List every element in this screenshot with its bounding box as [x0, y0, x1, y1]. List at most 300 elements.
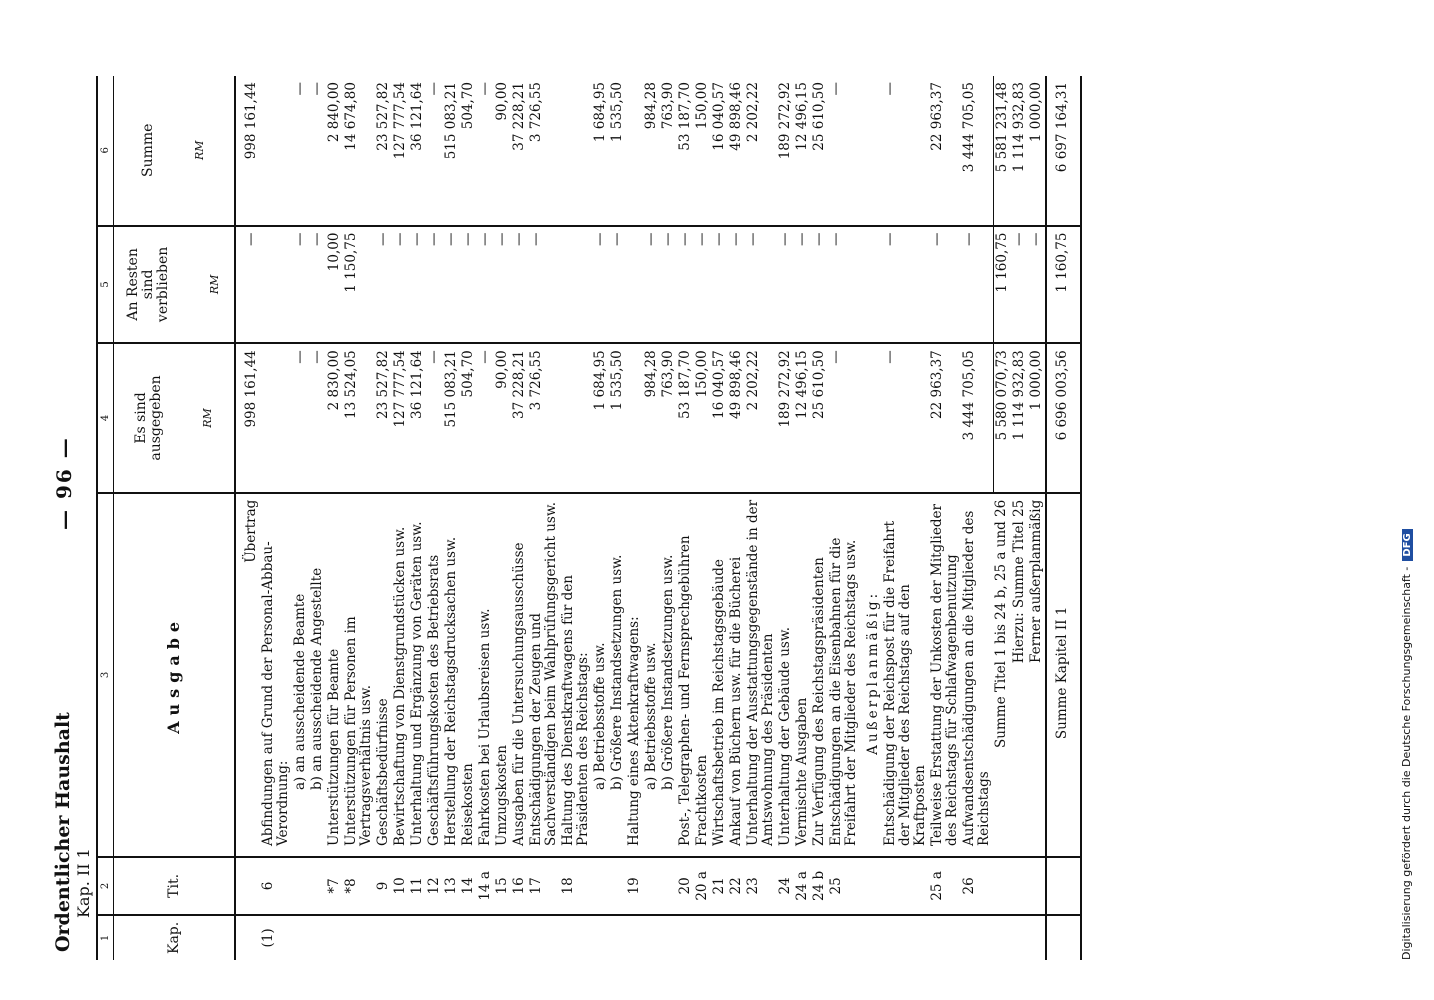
description-cell [326, 493, 343, 857]
sum-reste: — [1011, 226, 1028, 344]
reste-cell: — [643, 226, 660, 344]
description-text: Umzugskosten [494, 745, 510, 846]
description-cell [660, 493, 677, 857]
sum-summe: 1 000,00 [1028, 76, 1046, 226]
reste-cell: — [828, 226, 860, 344]
summe-cell: 25 610,50 [811, 76, 828, 226]
table-row [326, 76, 343, 960]
table-row [860, 76, 882, 960]
description-cell [309, 493, 326, 857]
kap-cell [860, 915, 882, 960]
dfg-logo: DFG [1402, 529, 1413, 560]
total-summe: 6 697 164,31 [1046, 76, 1081, 226]
kap-cell [777, 915, 794, 960]
summe-cell [860, 76, 882, 226]
header-ausgegeben [114, 343, 236, 493]
col-num-1: 1 [97, 915, 114, 960]
tit-cell [882, 857, 929, 915]
description-text: Entschädigung der Reichspost für die Freifahrt der Mitglieder des Reichstags auf den Kraftposten [882, 521, 928, 846]
col-num-5: 5 [97, 226, 114, 344]
table-row [260, 76, 292, 960]
tit-cell [993, 857, 1011, 915]
table-row [494, 76, 511, 960]
reste-cell: — [375, 226, 392, 344]
summe-cell: 515 083,21 [443, 76, 460, 226]
summe-cell: 127 777,54 [392, 76, 409, 226]
description-cell [235, 493, 260, 857]
kap-cell [409, 915, 426, 960]
kap-cell [794, 915, 811, 960]
reste-cell: — [745, 226, 777, 344]
kap-cell [961, 915, 993, 960]
table-row [745, 76, 777, 960]
summe-cell: — [309, 76, 326, 226]
ausgegeben-cell: 49 898,46 [728, 343, 745, 493]
ausgegeben-cell: 36 121,64 [409, 343, 426, 493]
reste-cell: — [443, 226, 460, 344]
table-row [560, 76, 592, 960]
reste-cell: — [929, 226, 961, 344]
reste-cell: — [292, 226, 309, 344]
table-row [375, 76, 392, 960]
tit-cell: *8 [343, 857, 375, 915]
summe-cell: 984,28 [643, 76, 660, 226]
reste-cell: — [392, 226, 409, 344]
tit-cell: 22 [728, 857, 745, 915]
total-ausgegeben: 6 696 003,56 [1046, 343, 1081, 493]
description-cell [777, 493, 794, 857]
description-cell [929, 493, 961, 857]
column-header-row [114, 76, 236, 960]
tit-cell: 19 [626, 857, 643, 915]
summe-cell: 36 121,64 [409, 76, 426, 226]
description-text: b) Größere Instandsetzungen usw. [609, 554, 625, 790]
ausgegeben-cell: 12 496,15 [794, 343, 811, 493]
kap-cell [993, 915, 1011, 960]
tit-cell [1046, 857, 1081, 915]
header-summe [114, 76, 236, 226]
reste-cell: 1 150,75 [343, 226, 375, 344]
description-text: a) Betriebsstoffe usw. [643, 642, 659, 790]
tit-cell: 12 [426, 857, 443, 915]
sum-description: Ferner außerplanmäßig [1028, 493, 1046, 857]
tit-cell [309, 857, 326, 915]
tit-cell: 24 [777, 857, 794, 915]
kap-cell [235, 915, 260, 960]
ausgegeben-cell [626, 343, 643, 493]
ausgegeben-cell: 23 527,82 [375, 343, 392, 493]
reste-cell [560, 226, 592, 344]
tit-cell [643, 857, 660, 915]
sum-row [993, 76, 1011, 960]
summe-cell: 1 535,50 [609, 76, 626, 226]
description-text: Bewirtschaftung von Dienstgrundstücken usw. [392, 526, 408, 846]
kap-cell [592, 915, 609, 960]
sum-ausgegeben: 5 580 070,73 [993, 343, 1011, 493]
description-text: Vermischte Ausgaben [794, 697, 810, 846]
description-text: Außerplanmäßig: [865, 590, 881, 755]
sum-description: Hierzu: Summe Titel 25 [1011, 493, 1028, 857]
summe-cell: 2 202,22 [745, 76, 777, 226]
description-cell [643, 493, 660, 857]
table-row [511, 76, 528, 960]
ausgegeben-cell: 1 535,50 [609, 343, 626, 493]
sum-reste: 1 160,75 [993, 226, 1011, 344]
table-row [961, 76, 993, 960]
description-cell [460, 493, 477, 857]
description-cell [528, 493, 560, 857]
description-cell [375, 493, 392, 857]
tit-cell [292, 857, 309, 915]
col-num-3: 3 [97, 493, 114, 857]
tit-cell: 6 [260, 857, 292, 915]
description-text: Unterstützungen für Personen im Vertragsverhältnis usw. [343, 616, 374, 846]
summe-cell: 16 040,57 [711, 76, 728, 226]
ausgegeben-cell: 998 161,44 [235, 343, 260, 493]
reste-cell: — [777, 226, 794, 344]
ausgegeben-cell: 90,00 [494, 343, 511, 493]
tit-cell: 21 [711, 857, 728, 915]
header-reste-label: An Resten sind verblieben [125, 246, 171, 323]
table-row [626, 76, 643, 960]
ausgegeben-cell: 22 963,37 [929, 343, 961, 493]
kap-cell [660, 915, 677, 960]
description-text: Haltung des Dienstkraftwagens für den Präsidenten des Reichstags: [560, 575, 591, 846]
summe-cell [560, 76, 592, 226]
kap-cell [711, 915, 728, 960]
header-ausgabe-label: Ausgabe [163, 615, 183, 734]
description-cell [677, 493, 694, 857]
description-cell [745, 493, 777, 857]
summe-cell: — [292, 76, 309, 226]
reste-cell: — [235, 226, 260, 344]
description-cell [711, 493, 728, 857]
description-text: b) an ausscheidende Angestellte [309, 567, 325, 790]
summe-cell: 1 684,95 [592, 76, 609, 226]
kap-cell [343, 915, 375, 960]
tit-cell: *7 [326, 857, 343, 915]
summe-cell [626, 76, 643, 226]
table-row [777, 76, 794, 960]
description-cell [860, 493, 882, 857]
description-text: Abfindungen auf Grund der Personal-Abbau-Verordnung: [260, 541, 291, 846]
kap-cell [677, 915, 694, 960]
kap-cell [694, 915, 711, 960]
description-cell [260, 493, 292, 857]
header-sub: Kap. II 1 [74, 848, 93, 918]
reste-cell [860, 226, 882, 344]
header-summe-label: Summe [140, 123, 156, 177]
reste-cell: — [794, 226, 811, 344]
description-cell [511, 493, 528, 857]
description-cell [961, 493, 993, 857]
kap-cell [1046, 915, 1081, 960]
description-text: Haltung eines Aktenkraftwagens: [626, 616, 642, 846]
summe-cell: 53 187,70 [677, 76, 694, 226]
kap-cell: (1) [260, 928, 276, 948]
reste-cell: — [494, 226, 511, 344]
tit-cell: 25 a [929, 857, 961, 915]
reste-cell: — [711, 226, 728, 344]
kap-cell [511, 915, 528, 960]
header-ausgabe [114, 493, 236, 857]
table-row [309, 76, 326, 960]
kap-cell [828, 915, 860, 960]
reste-cell: — [811, 226, 828, 344]
kap-cell [375, 915, 392, 960]
tit-cell: 10 [392, 857, 409, 915]
summe-cell: 3 726,55 [528, 76, 560, 226]
total-row [1046, 76, 1081, 960]
table-row [929, 76, 961, 960]
reste-cell [260, 226, 292, 344]
description-cell [392, 493, 409, 857]
table-row [677, 76, 694, 960]
summe-cell: 2 840,00 [326, 76, 343, 226]
ausgegeben-cell: 189 272,92 [777, 343, 794, 493]
kap-cell [1028, 915, 1046, 960]
table-row [694, 76, 711, 960]
description-cell [694, 493, 711, 857]
currency-label: RM [200, 408, 214, 428]
table-row [794, 76, 811, 960]
summe-cell: 14 674,80 [343, 76, 375, 226]
table-row [828, 76, 860, 960]
header-tit: Tit. [114, 857, 236, 915]
sum-description: Summe Titel 1 bis 24 b, 25 a und 26 [993, 493, 1011, 857]
page-number: — 96 — [52, 436, 76, 530]
currency-label: RM [193, 140, 206, 161]
ausgegeben-cell: 984,28 [643, 343, 660, 493]
tit-cell: 23 [745, 857, 777, 915]
summe-cell: 3 444 705,05 [961, 76, 993, 226]
digitization-note [1400, 60, 1413, 960]
description-text: a) an ausscheidende Beamte [292, 593, 308, 790]
table-row [292, 76, 309, 960]
summe-cell: — [477, 76, 494, 226]
tit-cell [609, 857, 626, 915]
kap-cell [392, 915, 409, 960]
summe-cell: 763,90 [660, 76, 677, 226]
description-text: Post-, Telegraphen- und Fernsprechgebühren [677, 535, 693, 846]
ausgegeben-cell: 16 040,57 [711, 343, 728, 493]
description-cell [343, 493, 375, 857]
description-text: Wirtschaftsbetrieb im Reichstagsgebäude [711, 559, 727, 846]
table-row [728, 76, 745, 960]
description-cell [443, 493, 460, 857]
total-reste: 1 160,75 [1046, 226, 1081, 344]
ausgegeben-cell: 150,00 [694, 343, 711, 493]
table-row [343, 76, 375, 960]
col-num-4: 4 [97, 343, 114, 493]
ausgegeben-cell: 504,70 [460, 343, 477, 493]
table-row [426, 76, 443, 960]
description-text: Unterstützungen für Beamte [326, 648, 342, 846]
reste-cell: — [528, 226, 560, 344]
reste-cell: — [882, 226, 929, 344]
ausgegeben-cell: 127 777,54 [392, 343, 409, 493]
kap-cell [1011, 915, 1028, 960]
table-row [609, 76, 626, 960]
description-text: Fahrkosten bei Urlaubsreisen usw. [477, 608, 493, 846]
kap-cell [426, 915, 443, 960]
reste-cell: — [426, 226, 443, 344]
ledger-table [96, 76, 1082, 960]
total-description: Summe Kapitel II 1 [1046, 493, 1081, 857]
reste-cell: — [609, 226, 626, 344]
tit-cell: 9 [375, 857, 392, 915]
ausgegeben-cell: 13 524,05 [343, 343, 375, 493]
header-kap: Kap. [114, 915, 236, 960]
tit-cell: 26 [961, 857, 993, 915]
tit-cell: 15 [494, 857, 511, 915]
description-text: Ankauf von Büchern usw. für die Bücherei [728, 556, 744, 846]
ausgegeben-cell: — [828, 343, 860, 493]
ledger-body [235, 76, 1081, 960]
kap-cell [326, 915, 343, 960]
kap-cell [494, 915, 511, 960]
kap-cell [292, 915, 309, 960]
description-text: Unterhaltung der Gebäude usw. [777, 626, 793, 846]
description-text: Ausgaben für die Untersuchungsausschüsse [511, 542, 527, 846]
tit-cell [235, 857, 260, 915]
reste-cell: — [511, 226, 528, 344]
table-row [882, 76, 929, 960]
description-cell [292, 493, 309, 857]
reste-cell: — [409, 226, 426, 344]
tit-cell [592, 857, 609, 915]
ausgegeben-cell: 2 202,22 [745, 343, 777, 493]
ausgegeben-cell: — [882, 343, 929, 493]
description-cell [409, 493, 426, 857]
description-cell [592, 493, 609, 857]
table-row [643, 76, 660, 960]
column-number-row [97, 76, 114, 960]
col-num-2: 2 [97, 857, 114, 915]
digitization-note-text: Digitalisierung gefördert durch die Deutsche Forschungsgemeinschaft - [1400, 566, 1413, 960]
reste-cell: — [961, 226, 993, 344]
description-text: Entschädigungen der Zeugen und Sachverständigen beim Wahlprüfungsgericht usw. [528, 501, 559, 846]
ausgegeben-cell: 515 083,21 [443, 343, 460, 493]
ausgegeben-cell: 763,90 [660, 343, 677, 493]
description-cell [560, 493, 592, 857]
sum-reste: — [1028, 226, 1046, 344]
description-text: Zur Verfügung des Reichstagspräsidenten [811, 557, 827, 846]
tit-cell [1011, 857, 1028, 915]
summe-cell: 998 161,44 [235, 76, 260, 226]
sum-ausgegeben: 1 000,00 [1028, 343, 1046, 493]
sum-summe: 1 114 932,83 [1011, 76, 1028, 226]
reste-cell: — [477, 226, 494, 344]
reste-cell: — [460, 226, 477, 344]
ausgegeben-cell: 1 684,95 [592, 343, 609, 493]
header-left: Ordentlicher Haushalt [52, 712, 74, 952]
reste-cell: 10,00 [326, 226, 343, 344]
description-text: Aufwandsentschädigungen an die Mitglieder des Reichstags [961, 510, 992, 846]
col-num-6: 6 [97, 76, 114, 226]
table-row [528, 76, 560, 960]
description-cell [794, 493, 811, 857]
sum-row [1011, 76, 1028, 960]
summe-cell: 189 272,92 [777, 76, 794, 226]
ausgegeben-cell [860, 343, 882, 493]
kap-cell [643, 915, 660, 960]
sum-ausgegeben: 1 114 932,83 [1011, 343, 1028, 493]
sum-summe: 5 581 231,48 [993, 76, 1011, 226]
summe-cell: 37 228,21 [511, 76, 528, 226]
kap-cell [929, 915, 961, 960]
reste-cell: — [677, 226, 694, 344]
reste-cell: — [728, 226, 745, 344]
description-text: Frachtkosten [694, 755, 710, 846]
kap-cell [460, 915, 477, 960]
ausgegeben-cell: 25 610,50 [811, 343, 828, 493]
table-row [711, 76, 728, 960]
description-cell [609, 493, 626, 857]
summe-cell: 90,00 [494, 76, 511, 226]
kap-cell [528, 915, 560, 960]
summe-cell: 22 963,37 [929, 76, 961, 226]
header-reste [114, 226, 236, 344]
summe-cell [260, 76, 292, 226]
tit-cell: 20 [677, 857, 694, 915]
table-row [443, 76, 460, 960]
description-cell [828, 493, 860, 857]
tit-cell: 14 [460, 857, 477, 915]
kap-cell [609, 915, 626, 960]
table-row [811, 76, 828, 960]
description-text: Reisekosten [460, 763, 476, 846]
tit-cell: 17 [528, 857, 560, 915]
description-cell [426, 493, 443, 857]
description-text: Entschädigungen an die Eisenbahnen für die Freifahrt der Mitglieder des Reichstags usw. [828, 537, 859, 846]
summe-cell: 150,00 [694, 76, 711, 226]
description-cell [494, 493, 511, 857]
sum-row [1028, 76, 1046, 960]
tit-cell: 20 a [694, 857, 711, 915]
summe-cell: 504,70 [460, 76, 477, 226]
table-row [235, 76, 260, 960]
table-row [392, 76, 409, 960]
reste-cell: — [694, 226, 711, 344]
ausgegeben-cell [560, 343, 592, 493]
ausgegeben-cell [260, 343, 292, 493]
kap-cell [882, 915, 929, 960]
kap-cell [728, 915, 745, 960]
summe-cell: — [828, 76, 860, 226]
reste-cell: — [309, 226, 326, 344]
tit-cell: 24 b [811, 857, 828, 915]
description-text: Übertrag [243, 499, 259, 563]
summe-cell: 23 527,82 [375, 76, 392, 226]
table-row [409, 76, 426, 960]
summe-cell: — [426, 76, 443, 226]
ausgegeben-cell: 53 187,70 [677, 343, 694, 493]
tit-cell: 18 [560, 857, 592, 915]
description-cell [477, 493, 494, 857]
kap-cell [811, 915, 828, 960]
summe-cell: — [882, 76, 929, 226]
table-row [460, 76, 477, 960]
tit-cell: 24 a [794, 857, 811, 915]
table-row [660, 76, 677, 960]
tit-cell: 14 a [477, 857, 494, 915]
description-cell [811, 493, 828, 857]
description-text: Unterhaltung und Ergänzung von Geräten usw. [409, 521, 425, 846]
ausgegeben-cell: 3 726,55 [528, 343, 560, 493]
description-text: Unterhaltung der Ausstattungsgegenstände in der Amtswohnung des Präsidenten [745, 499, 776, 846]
ausgegeben-cell: — [292, 343, 309, 493]
